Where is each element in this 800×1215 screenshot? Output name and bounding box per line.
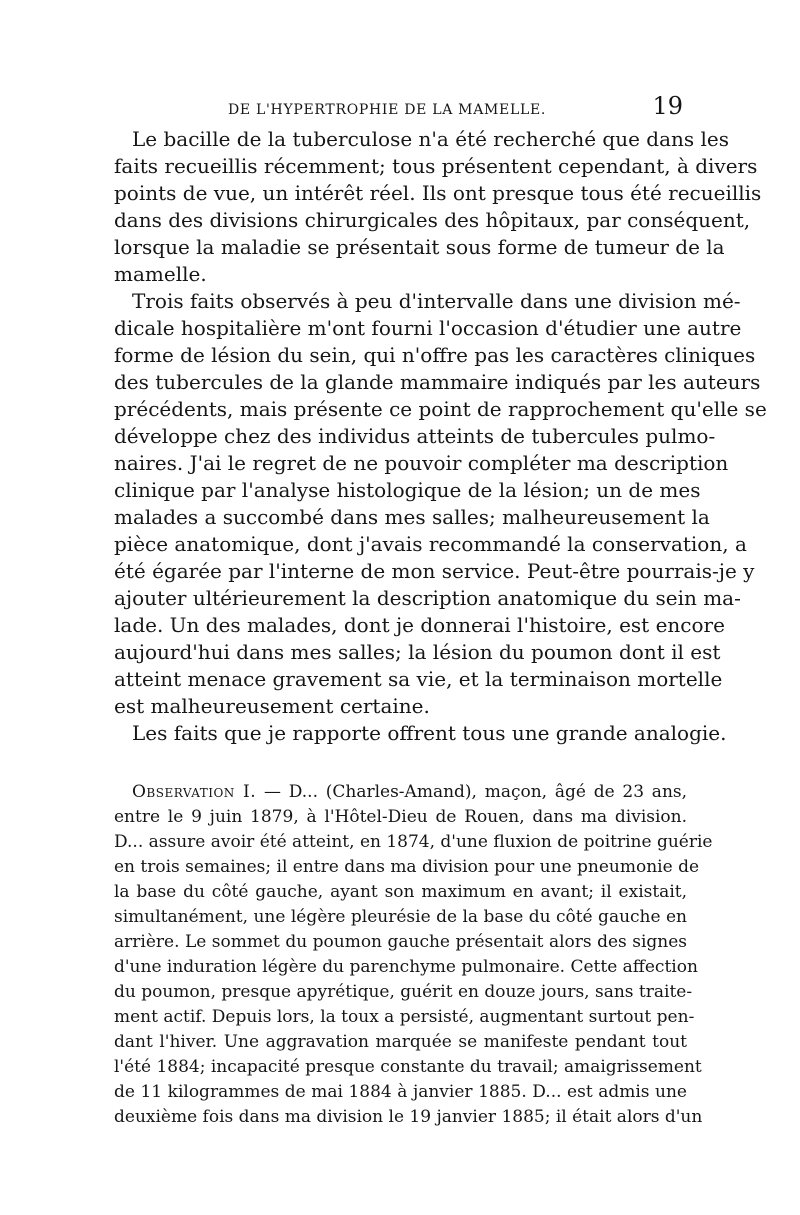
page-number: 19 [652, 92, 683, 120]
observation-label: Observation I. [132, 782, 257, 802]
text-line: été égarée par l'interne de mon service. Peut-être pourrais-je y [114, 559, 755, 583]
page-header [228, 92, 683, 126]
text-line: naires. J'ai le regret de ne pouvoir compléter ma description [114, 451, 729, 475]
text-line: faits recueillis récemment; tous présentent cependant, à divers [114, 154, 758, 178]
text-line: points de vue, un intérêt réel. Ils ont presque tous été recueillis [114, 181, 762, 205]
text-line: lade. Un des malades, dont je donnerai l'histoire, est encore [114, 613, 725, 637]
text-line: clinique par l'analyse histologique de la lésion; un de mes [114, 478, 701, 502]
observation-line: entre le 9 juin 1879, à l'Hôtel-Dieu de Rouen, dans ma division. [114, 807, 687, 827]
text-line: dans des divisions chirurgicales des hôpitaux, par conséquent, [114, 208, 751, 232]
text-line: développe chez des individus atteints de tubercules pulmo- [114, 424, 716, 448]
body-text [114, 126, 767, 747]
observation-block [114, 780, 713, 1130]
text-line: est malheureusement certaine. [114, 694, 430, 718]
text-line: malades a succombé dans mes salles; malheureusement la [114, 505, 710, 529]
text-line: dicale hospitalière m'ont fourni l'occasion d'étudier une autre [114, 316, 742, 340]
running-title: DE L'HYPERTROPHIE DE LA MAMELLE. [228, 102, 547, 118]
text-line: ajouter ultérieurement la description anatomique du sein ma- [114, 586, 741, 610]
observation-line: en trois semaines; il entre dans ma division pour une pneumonie de [114, 857, 700, 877]
text-line: forme de lésion du sein, qui n'offre pas les caractères cliniques [114, 343, 756, 367]
observation-first-line [114, 780, 687, 805]
text-line: atteint menace gravement sa vie, et la terminaison mortelle [114, 667, 723, 691]
observation-line: D... assure avoir été atteint, en 1874, d'une fluxion de poitrine guérie [114, 832, 713, 852]
observation-line: dant l'hiver. Une aggravation marquée se manifeste pendant tout [114, 1032, 687, 1052]
text-line: Les faits que je rapporte offrent tous une grande analogie. [132, 721, 727, 745]
text-line: Le bacille de la tuberculose n'a été recherché que dans les [132, 127, 730, 151]
text-line: aujourd'hui dans mes salles; la lésion du poumon dont il est [114, 640, 721, 664]
observation-line: ment actif. Depuis lors, la toux a persisté, augmentant surtout pen- [114, 1007, 695, 1027]
text-line: mamelle. [114, 262, 207, 286]
observation-line: deuxième fois dans ma division le 19 janvier 1885; il était alors d'un [114, 1107, 703, 1127]
text-line: précédents, mais présente ce point de rapprochement qu'elle se [114, 397, 767, 421]
text-line: pièce anatomique, dont j'avais recommandé la conservation, a [114, 532, 747, 556]
observation-line: d'une induration légère du parenchyme pulmonaire. Cette affection [114, 957, 698, 977]
text-line: Trois faits observés à peu d'intervalle dans une division mé- [132, 289, 741, 313]
text-line: des tubercules de la glande mammaire indiqués par les auteurs [114, 370, 761, 394]
observation-line: la base du côté gauche, ayant son maximum en avant; il existait, [114, 882, 687, 902]
observation-line: l'été 1884; incapacité presque constante du travail; amaigrissement [114, 1057, 702, 1077]
text-line: lorsque la maladie se présentait sous forme de tumeur de la [114, 235, 725, 259]
observation-line: simultanément, une légère pleurésie de la base du côté gauche en [114, 907, 687, 927]
observation-line: de 11 kilogrammes de mai 1884 à janvier 1885. D... est admis une [114, 1082, 687, 1102]
observation-line: du poumon, presque apyrétique, guérit en douze jours, sans traite- [114, 982, 693, 1002]
observation-first-line-text: — D... (Charles-Amand), maçon, âgé de 23 ans, [263, 782, 688, 802]
observation-line: arrière. Le sommet du poumon gauche présentait alors des signes [114, 932, 687, 952]
